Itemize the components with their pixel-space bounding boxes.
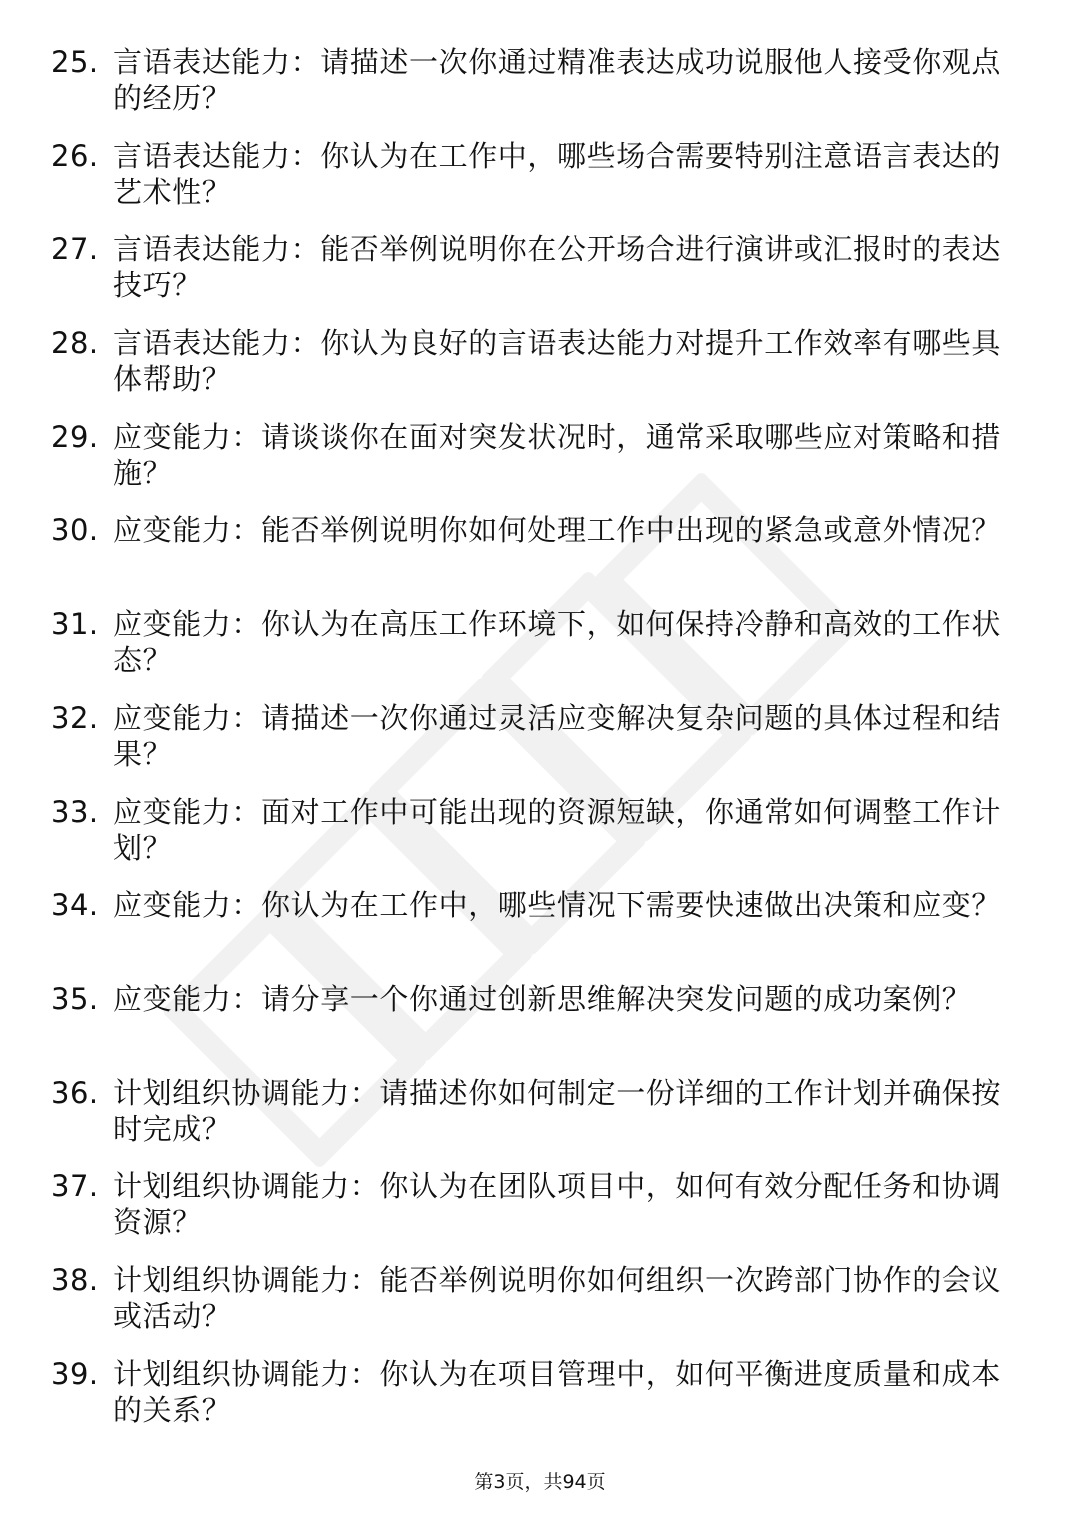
question-item (0, 44, 1080, 138)
question-text: 言语表达能力：能否举例说明你在公开场合进行演讲或汇报时的表达技巧？ (113, 232, 1002, 303)
question-number: 37. (51, 1169, 99, 1204)
question-text: 应变能力：面对工作中可能出现的资源短缺，你通常如何调整工作计划？ (113, 794, 1002, 865)
question-number: 34. (51, 888, 99, 923)
question-number: 39. (51, 1356, 99, 1391)
question-number: 32. (51, 700, 99, 735)
question-item (0, 325, 1080, 419)
question-item (0, 1075, 1080, 1169)
question-text: 应变能力：你认为在工作中，哪些情况下需要快速做出决策和应变？ (113, 888, 1002, 923)
question-text: 应变能力：请谈谈你在面对突发状况时，通常采取哪些应对策略和措施？ (113, 419, 1002, 490)
question-number: 31. (51, 607, 99, 642)
question-text: 言语表达能力：你认为在工作中，哪些场合需要特别注意语言表达的艺术性？ (113, 138, 1002, 209)
question-number: 25. (51, 45, 99, 79)
question-item (0, 700, 1080, 794)
question-number: 26. (51, 138, 99, 173)
question-text: 应变能力：请描述一次你通过灵活应变解决复杂问题的具体过程和结果？ (113, 700, 1002, 771)
question-item (0, 512, 1080, 606)
question-text: 计划组织协调能力：你认为在团队项目中，如何有效分配任务和协调资源？ (113, 1169, 1002, 1240)
question-text: 应变能力：请分享一个你通过创新思维解决突发问题的成功案例？ (113, 981, 972, 1016)
page-footer: 第3页，共94页 (474, 1471, 606, 1493)
question-text: 应变能力：你认为在高压工作环境下，如何保持冷静和高效的工作状态？ (113, 607, 1002, 678)
question-text: 言语表达能力：你认为良好的言语表达能力对提升工作效率有哪些具体帮助？ (113, 326, 1002, 397)
question-item (0, 1356, 1080, 1450)
question-item (0, 887, 1080, 981)
question-number: 38. (51, 1262, 99, 1297)
question-item (0, 606, 1080, 700)
question-number: 36. (51, 1075, 99, 1110)
question-number: 29. (51, 419, 99, 454)
question-number: 30. (51, 513, 99, 548)
question-text: 言语表达能力：请描述一次你通过精准表达成功说服他人接受你观点的经历？ (113, 45, 1002, 115)
question-text: 计划组织协调能力：你认为在项目管理中，如何平衡进度质量和成本的关系？ (113, 1356, 1002, 1427)
question-text: 计划组织协调能力：能否举例说明你如何组织一次跨部门协作的会议或活动？ (113, 1262, 1002, 1333)
question-item (0, 794, 1080, 888)
question-item (0, 138, 1080, 232)
question-list (0, 44, 1080, 1449)
question-text: 计划组织协调能力：请描述你如何制定一份详细的工作计划并确保按时完成？ (113, 1075, 1002, 1146)
question-text: 应变能力：能否举例说明你如何处理工作中出现的紧急或意外情况？ (113, 513, 1002, 548)
question-item (0, 1168, 1080, 1262)
question-item (0, 231, 1080, 325)
question-item (0, 1262, 1080, 1356)
question-number: 28. (51, 326, 99, 361)
question-number: 35. (51, 981, 99, 1016)
question-item (0, 419, 1080, 513)
question-item (0, 981, 1080, 1075)
question-number: 27. (51, 232, 99, 267)
question-number: 33. (51, 794, 99, 829)
